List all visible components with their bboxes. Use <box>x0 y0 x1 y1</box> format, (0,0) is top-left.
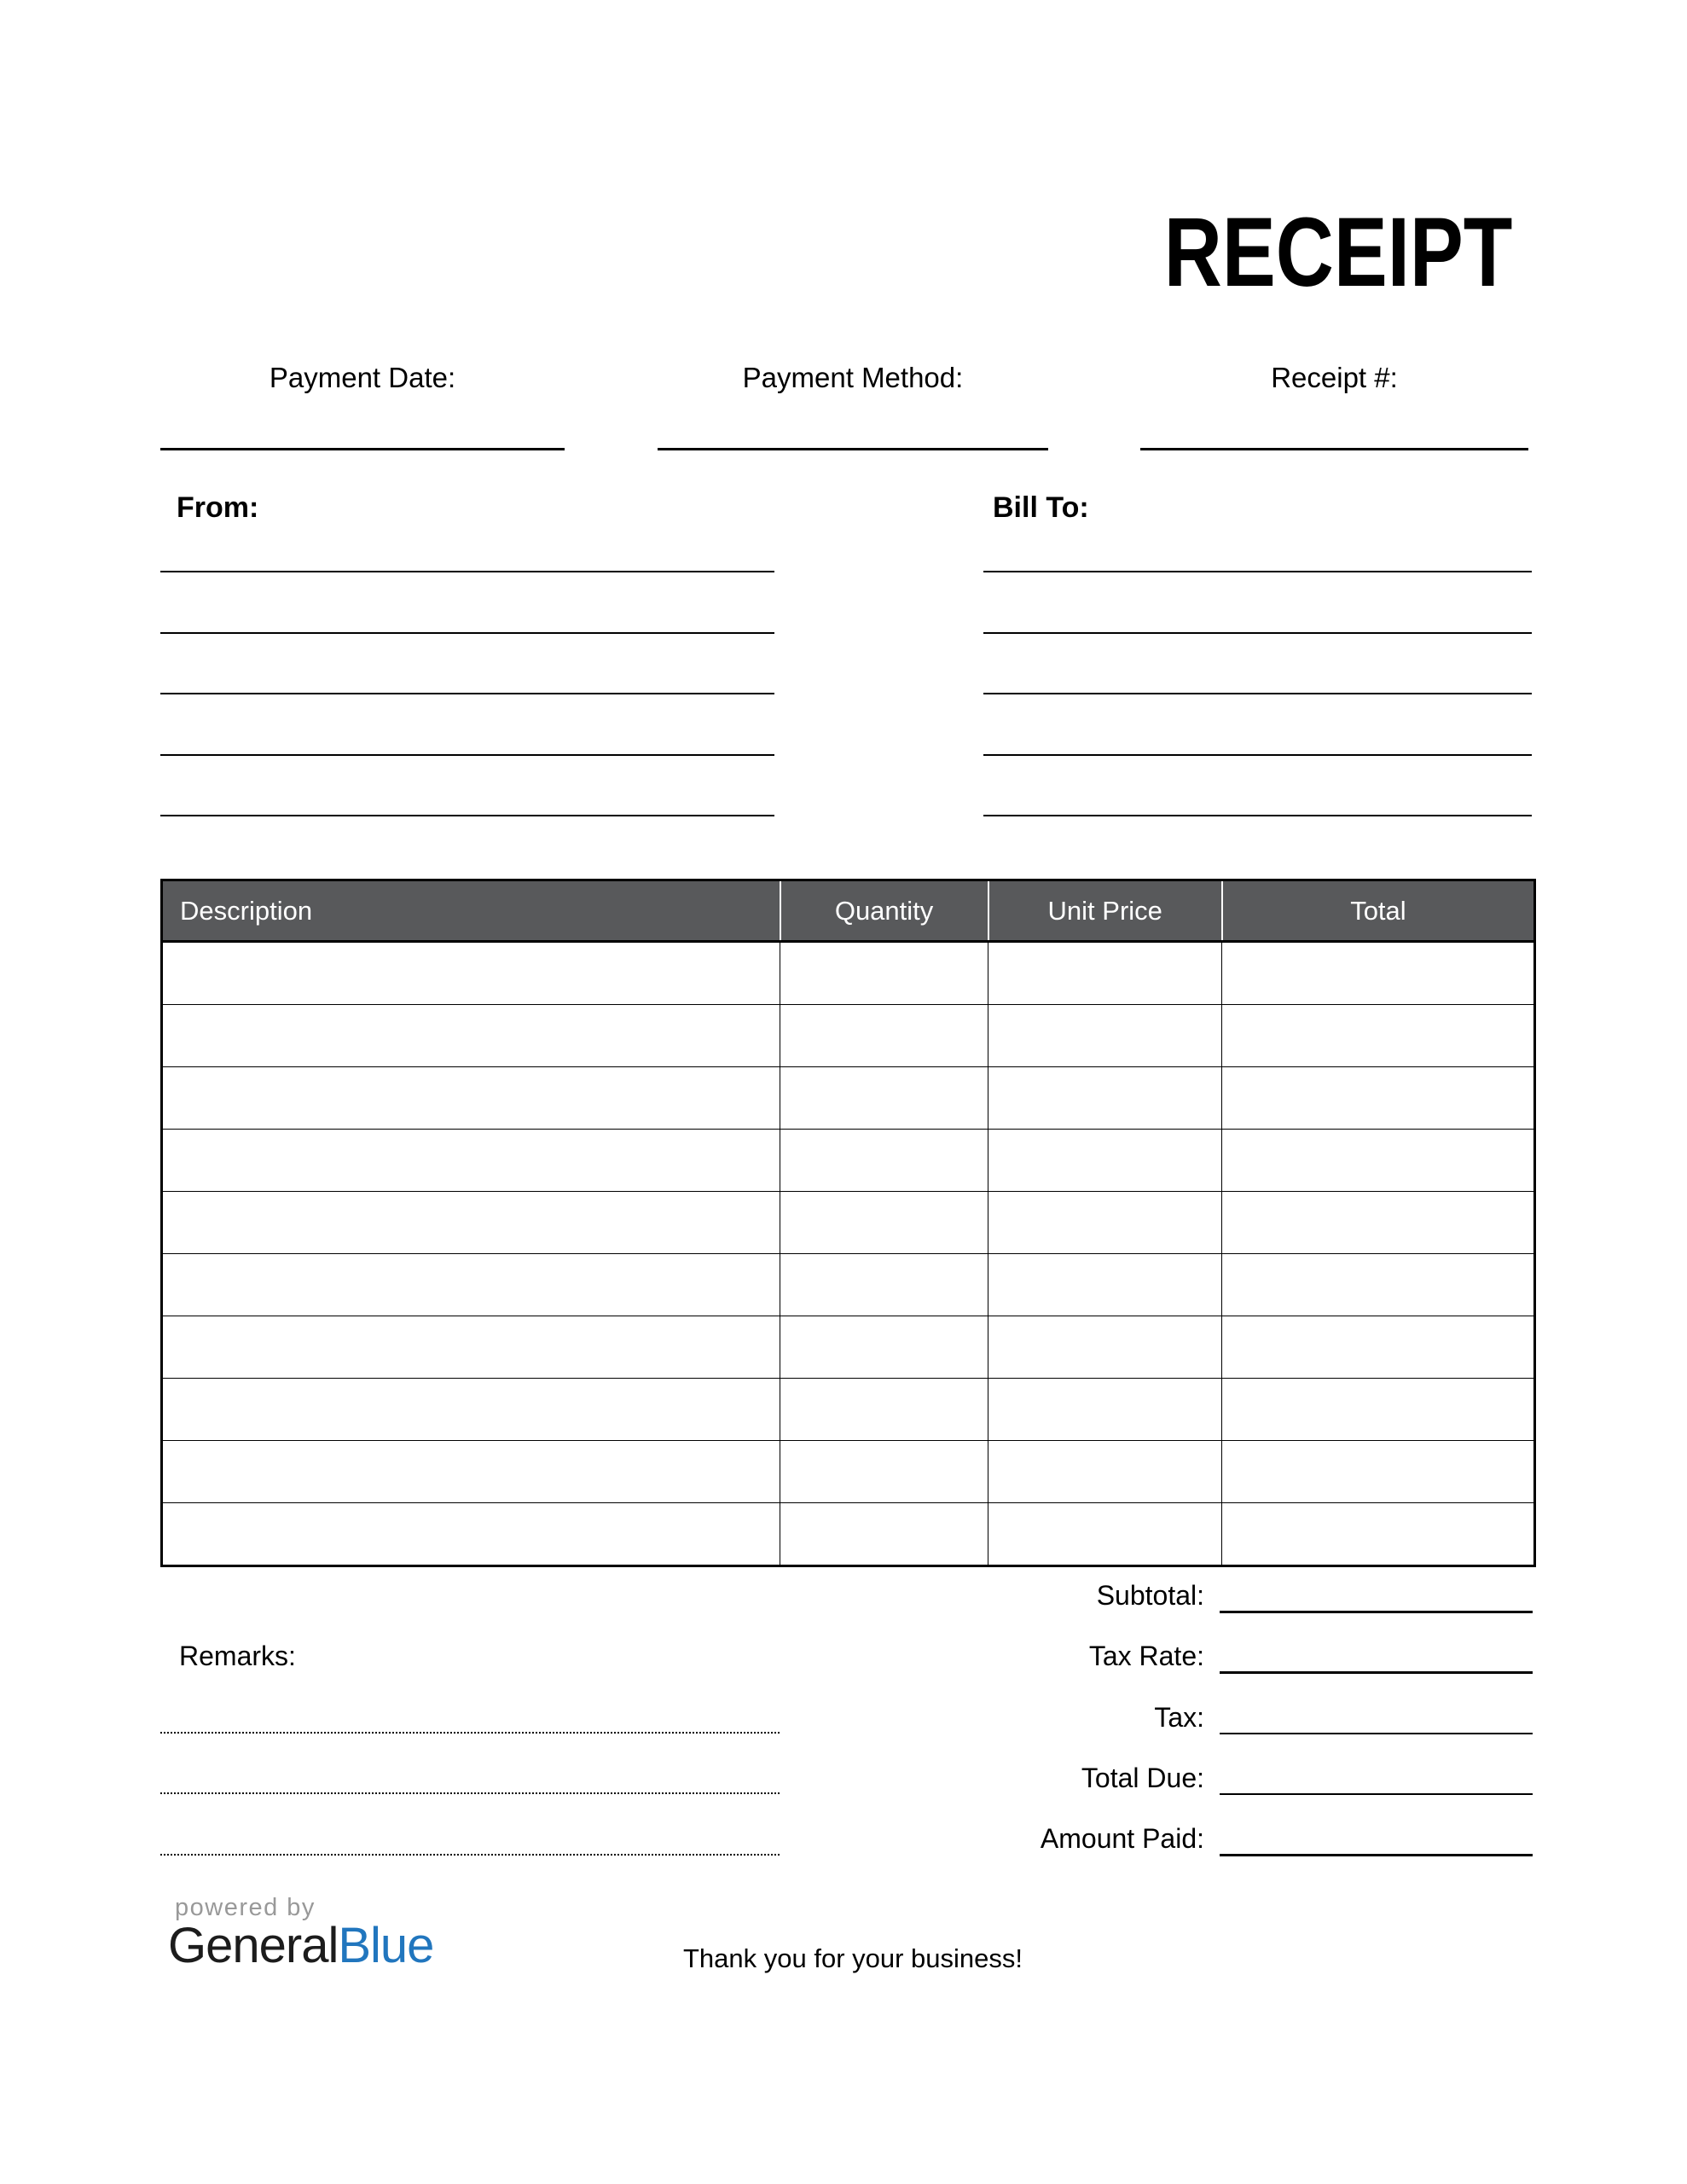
fill-line[interactable] <box>160 632 774 634</box>
fill-line[interactable] <box>983 693 1532 694</box>
subtotal-label: Subtotal: <box>1096 1580 1204 1612</box>
table-row <box>162 1192 1535 1254</box>
tax-rate-line[interactable] <box>1220 1671 1533 1674</box>
payment-date-line[interactable] <box>160 448 565 450</box>
total-due-row <box>853 1748 1533 1809</box>
payment-date-field <box>160 362 565 394</box>
fill-line[interactable] <box>160 1732 780 1734</box>
receipt-number-field <box>1140 362 1528 394</box>
amount-paid-row <box>853 1809 1533 1869</box>
table-row <box>162 1316 1535 1379</box>
table-cell[interactable] <box>1222 1005 1535 1067</box>
table-cell[interactable] <box>780 1192 988 1254</box>
column-header-unit-price: Unit Price <box>988 880 1222 942</box>
table-cell[interactable] <box>780 942 988 1005</box>
table-cell[interactable] <box>1222 1316 1535 1379</box>
table-row <box>162 1005 1535 1067</box>
table-cell[interactable] <box>162 942 780 1005</box>
table-cell[interactable] <box>162 1067 780 1130</box>
table-cell[interactable] <box>780 1254 988 1316</box>
column-header-quantity: Quantity <box>780 880 988 942</box>
brand-logo <box>168 1918 434 1973</box>
table-cell[interactable] <box>988 1192 1222 1254</box>
total-due-label: Total Due: <box>1081 1763 1204 1794</box>
fill-line[interactable] <box>160 815 774 816</box>
tax-rate-label: Tax Rate: <box>1088 1641 1204 1672</box>
table-row <box>162 942 1535 1005</box>
fill-line[interactable] <box>160 754 774 756</box>
table-cell[interactable] <box>780 1379 988 1441</box>
table-cell[interactable] <box>780 1067 988 1130</box>
fill-line[interactable] <box>983 815 1532 816</box>
table-cell[interactable] <box>988 1067 1222 1130</box>
table-cell[interactable] <box>162 1379 780 1441</box>
table-row <box>162 1503 1535 1566</box>
table-cell[interactable] <box>1222 1067 1535 1130</box>
table-row <box>162 1254 1535 1316</box>
from-lines <box>160 571 774 876</box>
table-row <box>162 1130 1535 1192</box>
fill-line[interactable] <box>160 693 774 694</box>
table-cell[interactable] <box>162 1005 780 1067</box>
document-title: RECEIPT <box>1163 198 1512 307</box>
table-cell[interactable] <box>988 1316 1222 1379</box>
table-cell[interactable] <box>1222 1192 1535 1254</box>
table-cell[interactable] <box>780 1441 988 1503</box>
fill-line[interactable] <box>160 1792 780 1794</box>
subtotal-line[interactable] <box>1220 1611 1533 1613</box>
fill-line[interactable] <box>983 754 1532 756</box>
table-cell[interactable] <box>1222 1379 1535 1441</box>
thank-you-text: Thank you for your business! <box>682 1943 1023 1973</box>
table-cell[interactable] <box>1222 1130 1535 1192</box>
table-cell[interactable] <box>162 1254 780 1316</box>
table-cell[interactable] <box>780 1005 988 1067</box>
payment-method-label: Payment Method: <box>742 362 964 393</box>
table-cell[interactable] <box>988 1441 1222 1503</box>
table-cell[interactable] <box>1222 1441 1535 1503</box>
amount-paid-line[interactable] <box>1220 1854 1533 1856</box>
table-cell[interactable] <box>780 1316 988 1379</box>
bill-to-lines <box>983 571 1532 876</box>
table-header-row <box>162 880 1535 942</box>
table-row <box>162 1379 1535 1441</box>
tax-line[interactable] <box>1220 1733 1533 1735</box>
table-cell[interactable] <box>988 1379 1222 1441</box>
fill-line[interactable] <box>160 571 774 572</box>
items-table <box>160 879 1536 1567</box>
table-cell[interactable] <box>1222 1254 1535 1316</box>
table-cell[interactable] <box>780 1503 988 1566</box>
table-cell[interactable] <box>1222 942 1535 1005</box>
payment-date-label: Payment Date: <box>269 362 456 393</box>
powered-by-text: powered by <box>175 1894 316 1921</box>
brand-blue-text: Blue <box>338 1918 434 1973</box>
total-due-line[interactable] <box>1220 1793 1533 1796</box>
receipt-number-label: Receipt #: <box>1271 362 1398 393</box>
column-header-total: Total <box>1222 880 1535 942</box>
totals-section <box>853 1565 1533 1869</box>
table-cell[interactable] <box>988 1254 1222 1316</box>
table-cell[interactable] <box>780 1130 988 1192</box>
table-cell[interactable] <box>162 1316 780 1379</box>
table-cell[interactable] <box>162 1503 780 1566</box>
bill-to-label: Bill To: <box>993 491 1089 524</box>
from-label: From: <box>177 491 259 524</box>
table-cell[interactable] <box>162 1192 780 1254</box>
table-cell[interactable] <box>988 942 1222 1005</box>
payment-method-line[interactable] <box>658 448 1048 450</box>
table-cell[interactable] <box>1222 1503 1535 1566</box>
tax-label: Tax: <box>1154 1701 1204 1733</box>
fill-line[interactable] <box>983 632 1532 634</box>
table-cell[interactable] <box>162 1441 780 1503</box>
table-cell[interactable] <box>988 1130 1222 1192</box>
payment-method-field <box>658 362 1048 394</box>
table-cell[interactable] <box>988 1503 1222 1566</box>
fill-line[interactable] <box>983 571 1532 572</box>
fill-line[interactable] <box>160 1854 780 1856</box>
table-row <box>162 1441 1535 1503</box>
table-row <box>162 1067 1535 1130</box>
table-cell[interactable] <box>988 1005 1222 1067</box>
table-body <box>162 942 1535 1566</box>
subtotal-row <box>853 1565 1533 1626</box>
tax-rate-row <box>853 1626 1533 1687</box>
remarks-lines <box>160 1732 780 1914</box>
column-header-description: Description <box>162 880 780 942</box>
table-cell[interactable] <box>162 1130 780 1192</box>
amount-paid-label: Amount Paid: <box>1040 1823 1204 1855</box>
brand-general-text: General <box>168 1918 339 1973</box>
remarks-label: Remarks: <box>179 1641 296 1671</box>
receipt-number-line[interactable] <box>1140 448 1528 450</box>
tax-row <box>853 1687 1533 1748</box>
